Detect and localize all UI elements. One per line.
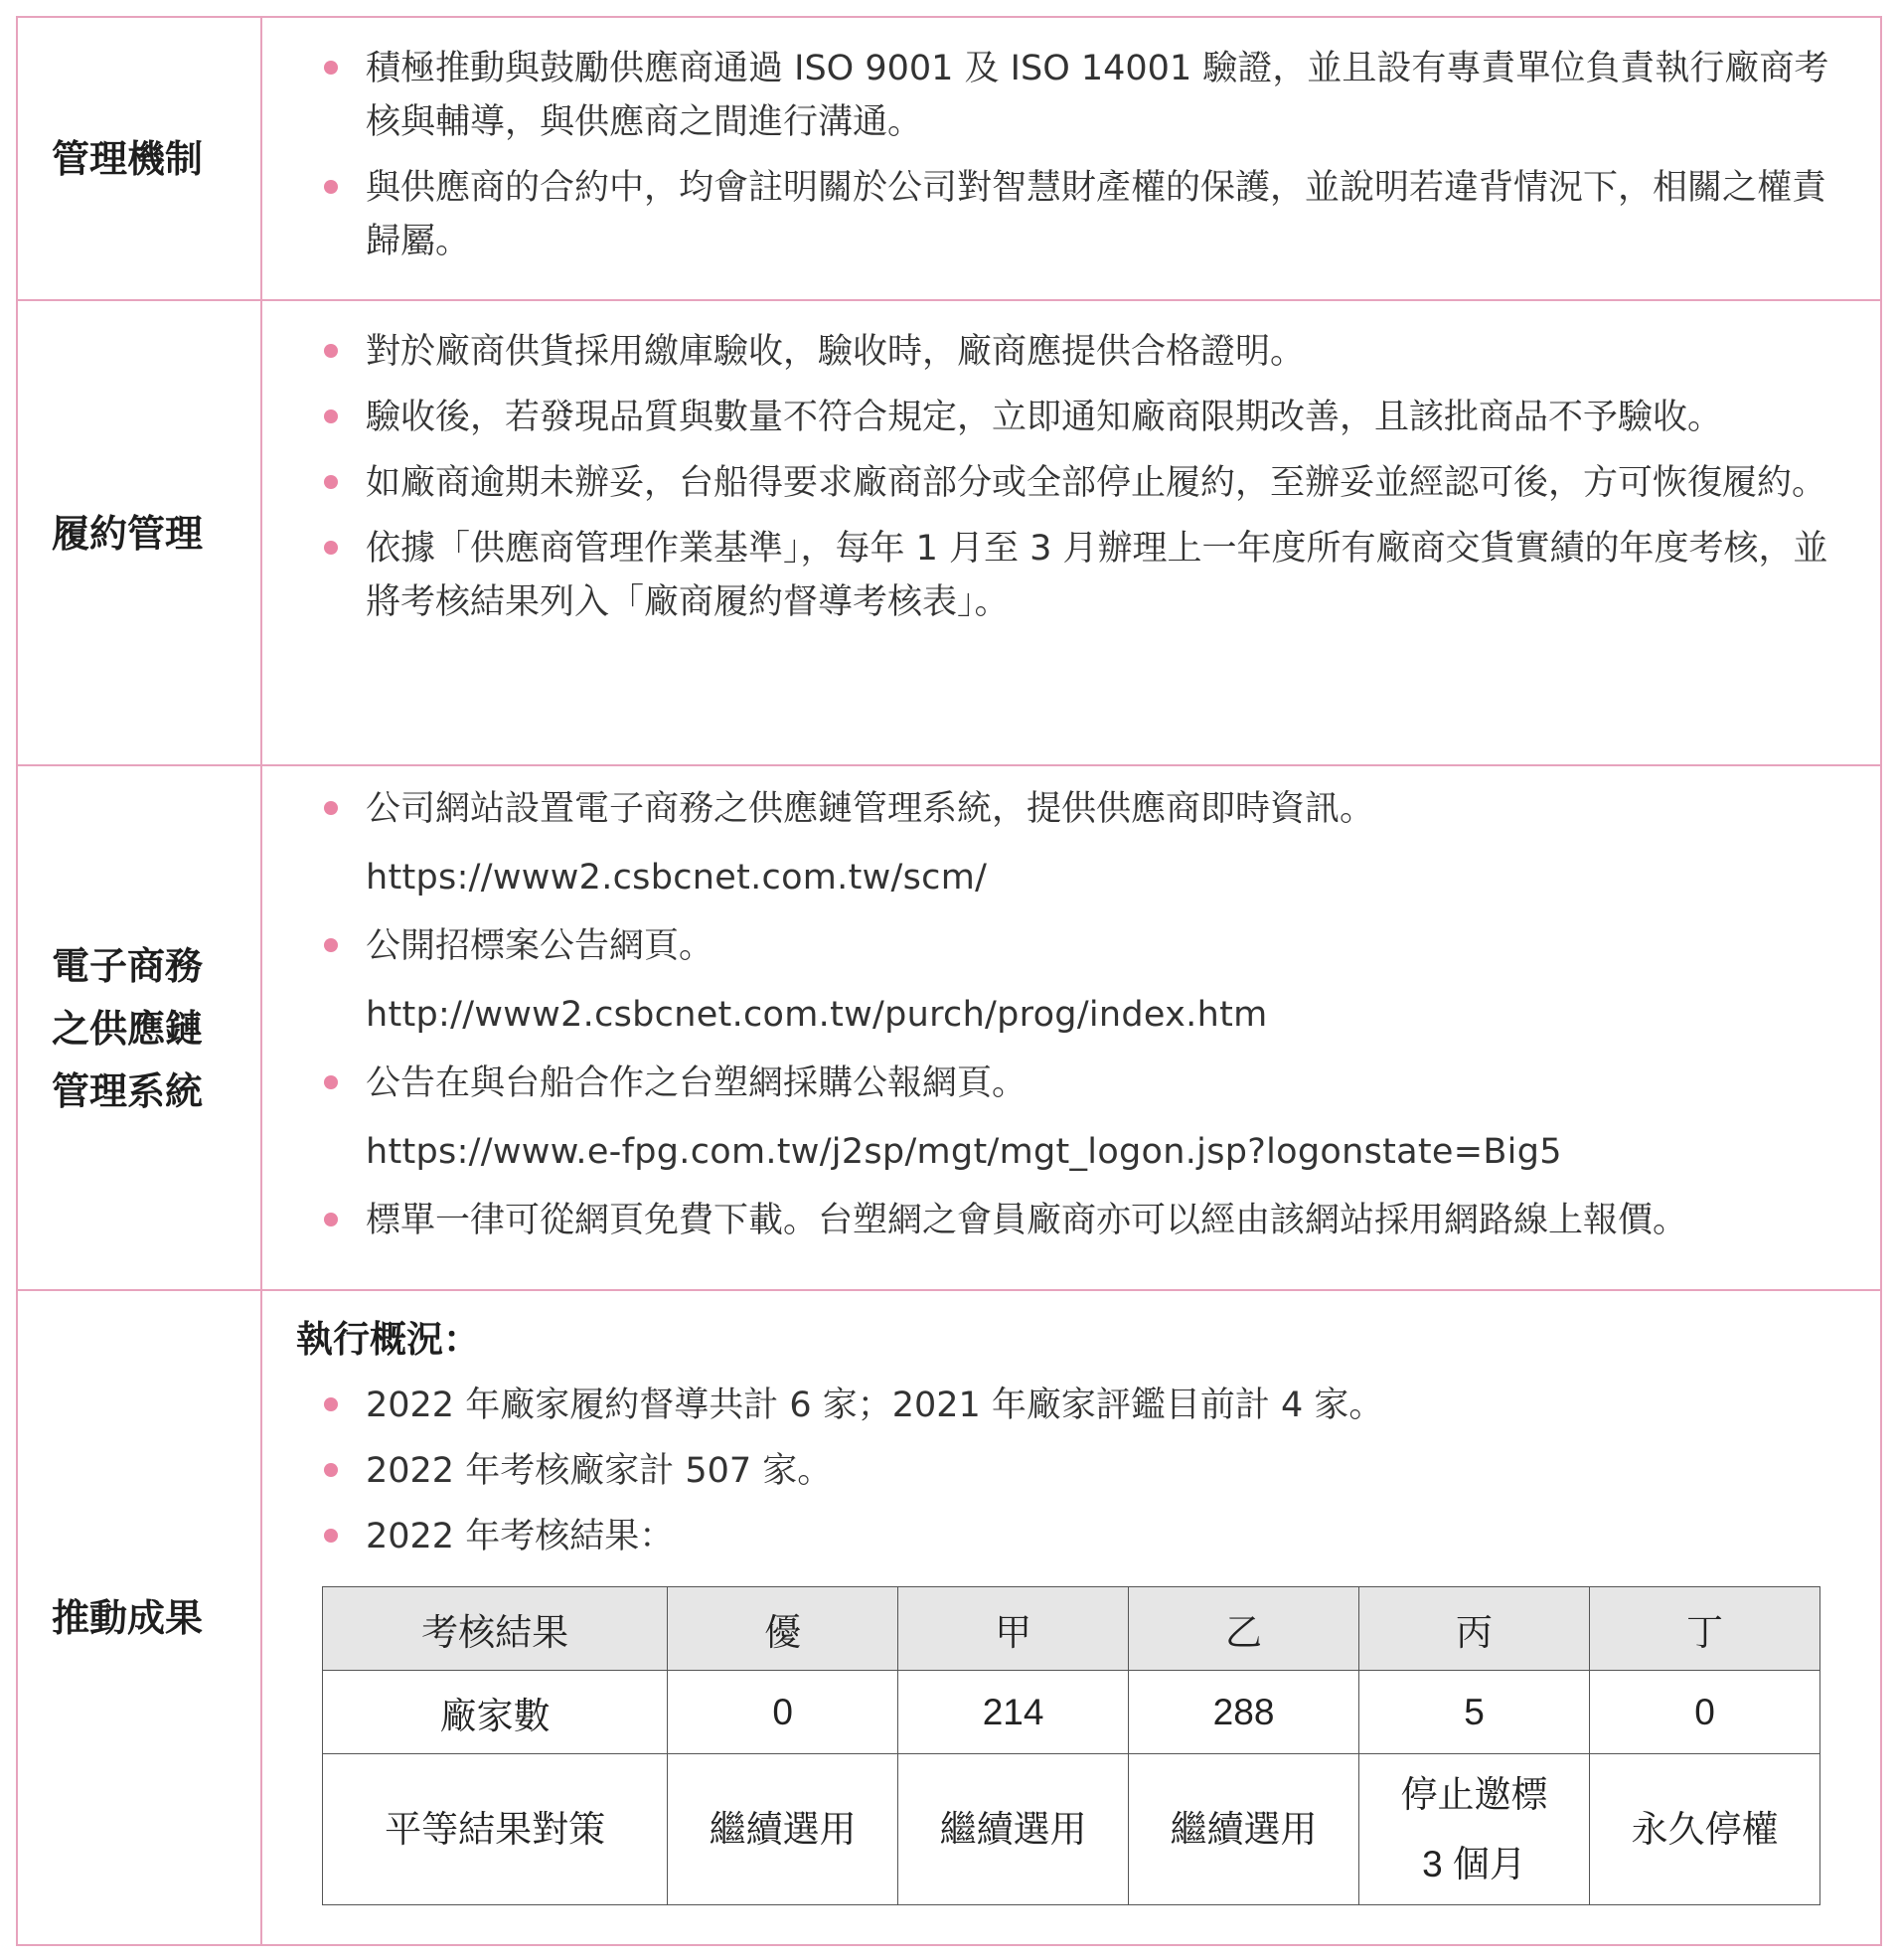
table-row — [323, 1754, 1820, 1905]
table-header-cell: 丁 — [1589, 1587, 1819, 1671]
row-results — [18, 1289, 1880, 1946]
bullet-list — [262, 18, 1880, 268]
bullet-dot-icon — [324, 938, 338, 952]
label-cell — [18, 766, 262, 1291]
bullet-list — [262, 301, 1880, 629]
bullet-list — [262, 1194, 1880, 1247]
row-label: 履約管理 — [52, 511, 204, 556]
bullet-dot-icon — [324, 475, 338, 489]
table-cell: 0 — [668, 1671, 898, 1754]
content-cell — [262, 1291, 1880, 1946]
table-cell: 廠家數 — [323, 1671, 668, 1754]
list-item — [262, 456, 1880, 510]
row-label: 推動成果 — [52, 1596, 204, 1640]
list-item — [262, 919, 1880, 973]
list-item — [262, 1510, 1880, 1563]
table-cell: 停止邀標 3 個月 — [1359, 1754, 1590, 1905]
bullet-text: 2022 年廠家履約督導共計 6 家；2021 年廠家評鑑目前計 4 家。 — [366, 1386, 1384, 1425]
fpg-link[interactable]: https://www.e-fpg.com.tw/j2sp/mgt/mgt_logon.jsp?logonstate=Big5 — [366, 1132, 1562, 1172]
bullet-dot-icon — [324, 61, 338, 75]
table-header-cell: 乙 — [1129, 1587, 1359, 1671]
bullet-dot-icon — [324, 1075, 338, 1089]
table-cell: 5 — [1359, 1671, 1590, 1754]
list-item — [262, 522, 1880, 629]
bullet-dot-icon — [324, 409, 338, 423]
table-cell: 繼續選用 — [668, 1754, 898, 1905]
table-cell: 214 — [898, 1671, 1129, 1754]
bullet-text: 公告在與台船合作之台塑網採購公報網頁。 — [366, 1063, 1028, 1103]
bullet-text: 積極推動與鼓勵供應商通過 ISO 9001 及 ISO 14001 驗證，並且設有專責單位負責執行廠商考核與輔導，與供應商之間進行溝通。 — [366, 49, 1829, 142]
scm-link[interactable]: https://www2.csbcnet.com.tw/scm/ — [366, 858, 988, 898]
bullet-text: 2022 年考核結果： — [366, 1517, 675, 1556]
list-item — [262, 391, 1880, 444]
section-heading: 執行概況： — [296, 1318, 480, 1361]
bullet-dot-icon — [324, 180, 338, 194]
table-cell: 永久停權 — [1589, 1754, 1819, 1905]
table-header-cell: 考核結果 — [323, 1587, 668, 1671]
purchase-link[interactable]: http://www2.csbcnet.com.tw/purch/prog/index.htm — [366, 995, 1268, 1035]
evaluation-result-table — [322, 1586, 1820, 1905]
governance-table — [16, 16, 1882, 1946]
bullet-dot-icon — [324, 1463, 338, 1477]
bullet-list — [262, 1057, 1880, 1110]
bullet-dot-icon — [324, 1529, 338, 1543]
label-cell — [18, 18, 262, 301]
list-item — [262, 161, 1880, 268]
bullet-text: 與供應商的合約中，均會註明關於公司對智慧財產權的保護，並說明若違背情況下，相關之權責歸屬。 — [366, 168, 1827, 261]
list-item — [262, 1379, 1880, 1432]
content-cell — [262, 18, 1880, 301]
bullet-dot-icon — [324, 1397, 338, 1411]
bullet-dot-icon — [324, 344, 338, 358]
bullet-text: 如廠商逾期未辦妥，台船得要求廠商部分或全部停止履約，至辦妥並經認可後，方可恢復履約。 — [366, 463, 1827, 503]
bullet-list — [262, 919, 1880, 973]
list-item — [262, 782, 1880, 836]
table-cell: 平等結果對策 — [323, 1754, 668, 1905]
list-item — [262, 1057, 1880, 1110]
table-header-cell: 優 — [668, 1587, 898, 1671]
label-cell — [18, 301, 262, 766]
table-header-cell: 丙 — [1359, 1587, 1590, 1671]
content-cell — [262, 301, 1880, 766]
table-header-row — [323, 1587, 1820, 1671]
row-label: 電子商務 之供應鏈 管理系統 — [52, 943, 204, 1113]
row-contract-management — [18, 299, 1880, 766]
row-ecommerce-scm — [18, 764, 1880, 1291]
bullet-dot-icon — [324, 1213, 338, 1226]
table-header-cell: 甲 — [898, 1587, 1129, 1671]
list-item — [262, 42, 1880, 149]
bullet-list — [262, 766, 1880, 836]
table-row — [323, 1671, 1820, 1754]
table-cell: 繼續選用 — [1129, 1754, 1359, 1905]
bullet-text: 驗收後，若發現品質與數量不符合規定，立即通知廠商限期改善，且該批商品不予驗收。 — [366, 398, 1723, 437]
bullet-dot-icon — [324, 801, 338, 815]
bullet-text: 依據「供應商管理作業基準」，每年 1 月至 3 月辦理上一年度所有廠商交貨實績的年度考核，並將考核結果列入「廠商履約督導考核表」。 — [366, 529, 1828, 622]
list-item — [262, 325, 1880, 379]
content-cell — [262, 766, 1880, 1291]
bullet-text: 對於廠商供貨採用繳庫驗收，驗收時，廠商應提供合格證明。 — [366, 332, 1306, 372]
bullet-dot-icon — [324, 541, 338, 555]
bullet-text: 標單一律可從網頁免費下載。台塑網之會員廠商亦可以經由該網站採用網路線上報價。 — [366, 1201, 1688, 1240]
row-management-mechanism — [18, 18, 1880, 301]
bullet-text: 公開招標案公告網頁。 — [366, 926, 714, 966]
label-cell — [18, 1291, 262, 1946]
table-cell: 0 — [1589, 1671, 1819, 1754]
table-cell: 288 — [1129, 1671, 1359, 1754]
bullet-text: 公司網站設置電子商務之供應鏈管理系統，提供供應商即時資訊。 — [366, 789, 1375, 829]
table-cell: 繼續選用 — [898, 1754, 1129, 1905]
row-label: 管理機制 — [52, 137, 204, 181]
list-item — [262, 1444, 1880, 1498]
list-item — [262, 1194, 1880, 1247]
bullet-list — [262, 1379, 1880, 1563]
bullet-text: 2022 年考核廠家計 507 家。 — [366, 1451, 833, 1491]
